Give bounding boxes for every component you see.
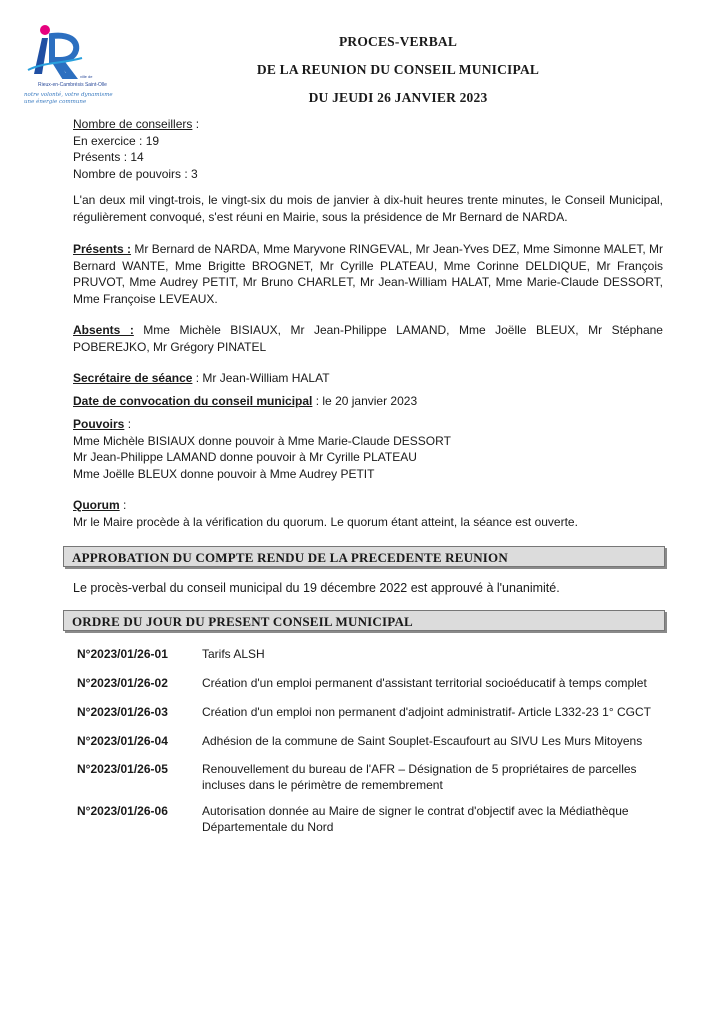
pouvoir-line: Mr Jean-Philippe LAMAND donne pouvoir à Mr Cyrille PLATEAU [73,450,417,464]
document-title: PROCES-VERBAL [338,34,458,49]
agenda-item-text: Adhésion de la commune de Saint Souplet-Escaufourt au SIVU Les Murs Mitoyens [202,734,643,748]
agenda-item-text: Renouvellement du bureau de l'AFR – Désignation de 5 propriétaires de parcelles incluses dans le périmètre de remembrement [202,762,637,792]
agenda-item-text: Autorisation donnée au Maire de signer le contrat d'objectif avec la Médiathèque Départementale du Nord [202,804,629,834]
convocation-label: Date de convocation du conseil municipal [73,394,313,408]
logo-small-text: ville de [80,74,93,79]
agenda-item-number: N°2023/01/26-04 [77,734,168,748]
pouvoirs-header [73,416,663,433]
quorum-suffix: : [119,498,127,512]
agenda-item-number: N°2023/01/26-03 [77,705,168,719]
section-header-approbation: APPROBATION DU COMPTE RENDU DE LA PRECEDENTE REUNION [63,546,665,567]
presents-paragraph [73,241,663,307]
secretaire-line [73,370,663,387]
councillor-counts [73,116,663,182]
convocation-value: : le 20 janvier 2023 [312,394,418,408]
convocation-line [73,393,663,410]
absents-label: Absents : [73,323,134,337]
agenda-item-number: N°2023/01/26-06 [77,804,168,818]
counts-pouvoirs: Nombre de pouvoirs : 3 [73,166,198,181]
counts-header-label: Nombre de conseillers [73,117,193,131]
presents-label: Présents : [73,242,132,256]
intro-paragraph: L'an deux mil vingt-trois, le vingt-six du mois de janvier à dix-huit heures trente minutes, le Conseil Municipal, régulièrement convoqué, s'est réuni en Mairie, sous la présidence de Mr Bernard de NARDA. [73,193,663,224]
logo-tagline-2: une énergie commune [24,99,87,105]
section-header-ordre-du-jour: ORDRE DU JOUR DU PRESENT CONSEIL MUNICIPAL [63,610,665,631]
presents-list: Mr Bernard de NARDA, Mme Maryvone RINGEVAL, Mr Jean-Yves DEZ, Mme Simonne MALET, Mr Bernard WANTE, Mme Brigitte BROGNET, Mr Cyrille PLATEAU, Mme Corinne DELDIQUE, Mr François PRUVOT, Mme Audrey PETIT, Mr Bruno CHARLET, Mr Jean-William HALAT, Mme Marie-Claude DESSORT, Mme Françoise LEVEAUX. [73,242,663,306]
logo-emblem-icon [24,22,94,82]
pouvoir-line: Mme Michèle BISIAUX donne pouvoir à Mme Marie-Claude DESSORT [73,433,451,448]
absents-paragraph [73,322,663,355]
logo-tagline: notre volonté, votre dynamisme [24,92,113,98]
quorum-text: Mr le Maire procède à la vérification du quorum. Le quorum étant atteint, la séance est ouverte. [73,514,578,529]
approbation-text: Le procès-verbal du conseil municipal du 19 décembre 2022 est approuvé à l'unanimité. [73,581,560,595]
absents-list: Mme Michèle BISIAUX, Mr Jean-Philippe LAMAND, Mme Joëlle BLEUX, Mr Stéphane POBEREJKO, Mr Grégory PINATEL [73,323,663,354]
secretaire-value: : Mr Jean-William HALAT [192,371,330,385]
agenda-item-number: N°2023/01/26-02 [77,676,168,690]
quorum-label: Quorum [73,498,120,512]
document-subtitle: DE LA REUNION DU CONSEIL MUNICIPAL [256,62,540,77]
pouvoirs-label: Pouvoirs [73,417,125,431]
meeting-date-title: DU JEUDI 26 JANVIER 2023 [308,90,488,105]
logo-name: Rieux-en-Cambrésis Saint-Olle [38,82,107,88]
counts-exercice: En exercice : 19 [73,133,160,148]
agenda-item-number: N°2023/01/26-05 [77,762,168,776]
counts-header [73,116,663,133]
secretaire-label: Secrétaire de séance [73,371,193,385]
quorum-header [73,497,663,514]
pouvoir-line: Mme Joëlle BLEUX donne pouvoir à Mme Audrey PETIT [73,466,375,481]
quorum-block [73,497,663,530]
agenda-item-text: Tarifs ALSH [202,647,265,661]
municipal-logo [24,22,124,110]
pouvoirs-block [73,416,663,482]
agenda-item-text: Création d'un emploi non permanent d'adjoint administratif- Article L332-23 1° CGCT [202,705,651,719]
counts-header-suffix: : [192,117,200,131]
agenda-item-text: Création d'un emploi permanent d'assistant territorial socioéducatif à temps complet [202,676,647,690]
counts-presents: Présents : 14 [73,150,144,164]
pouvoirs-suffix: : [124,417,132,431]
agenda-item-number: N°2023/01/26-01 [77,647,168,661]
